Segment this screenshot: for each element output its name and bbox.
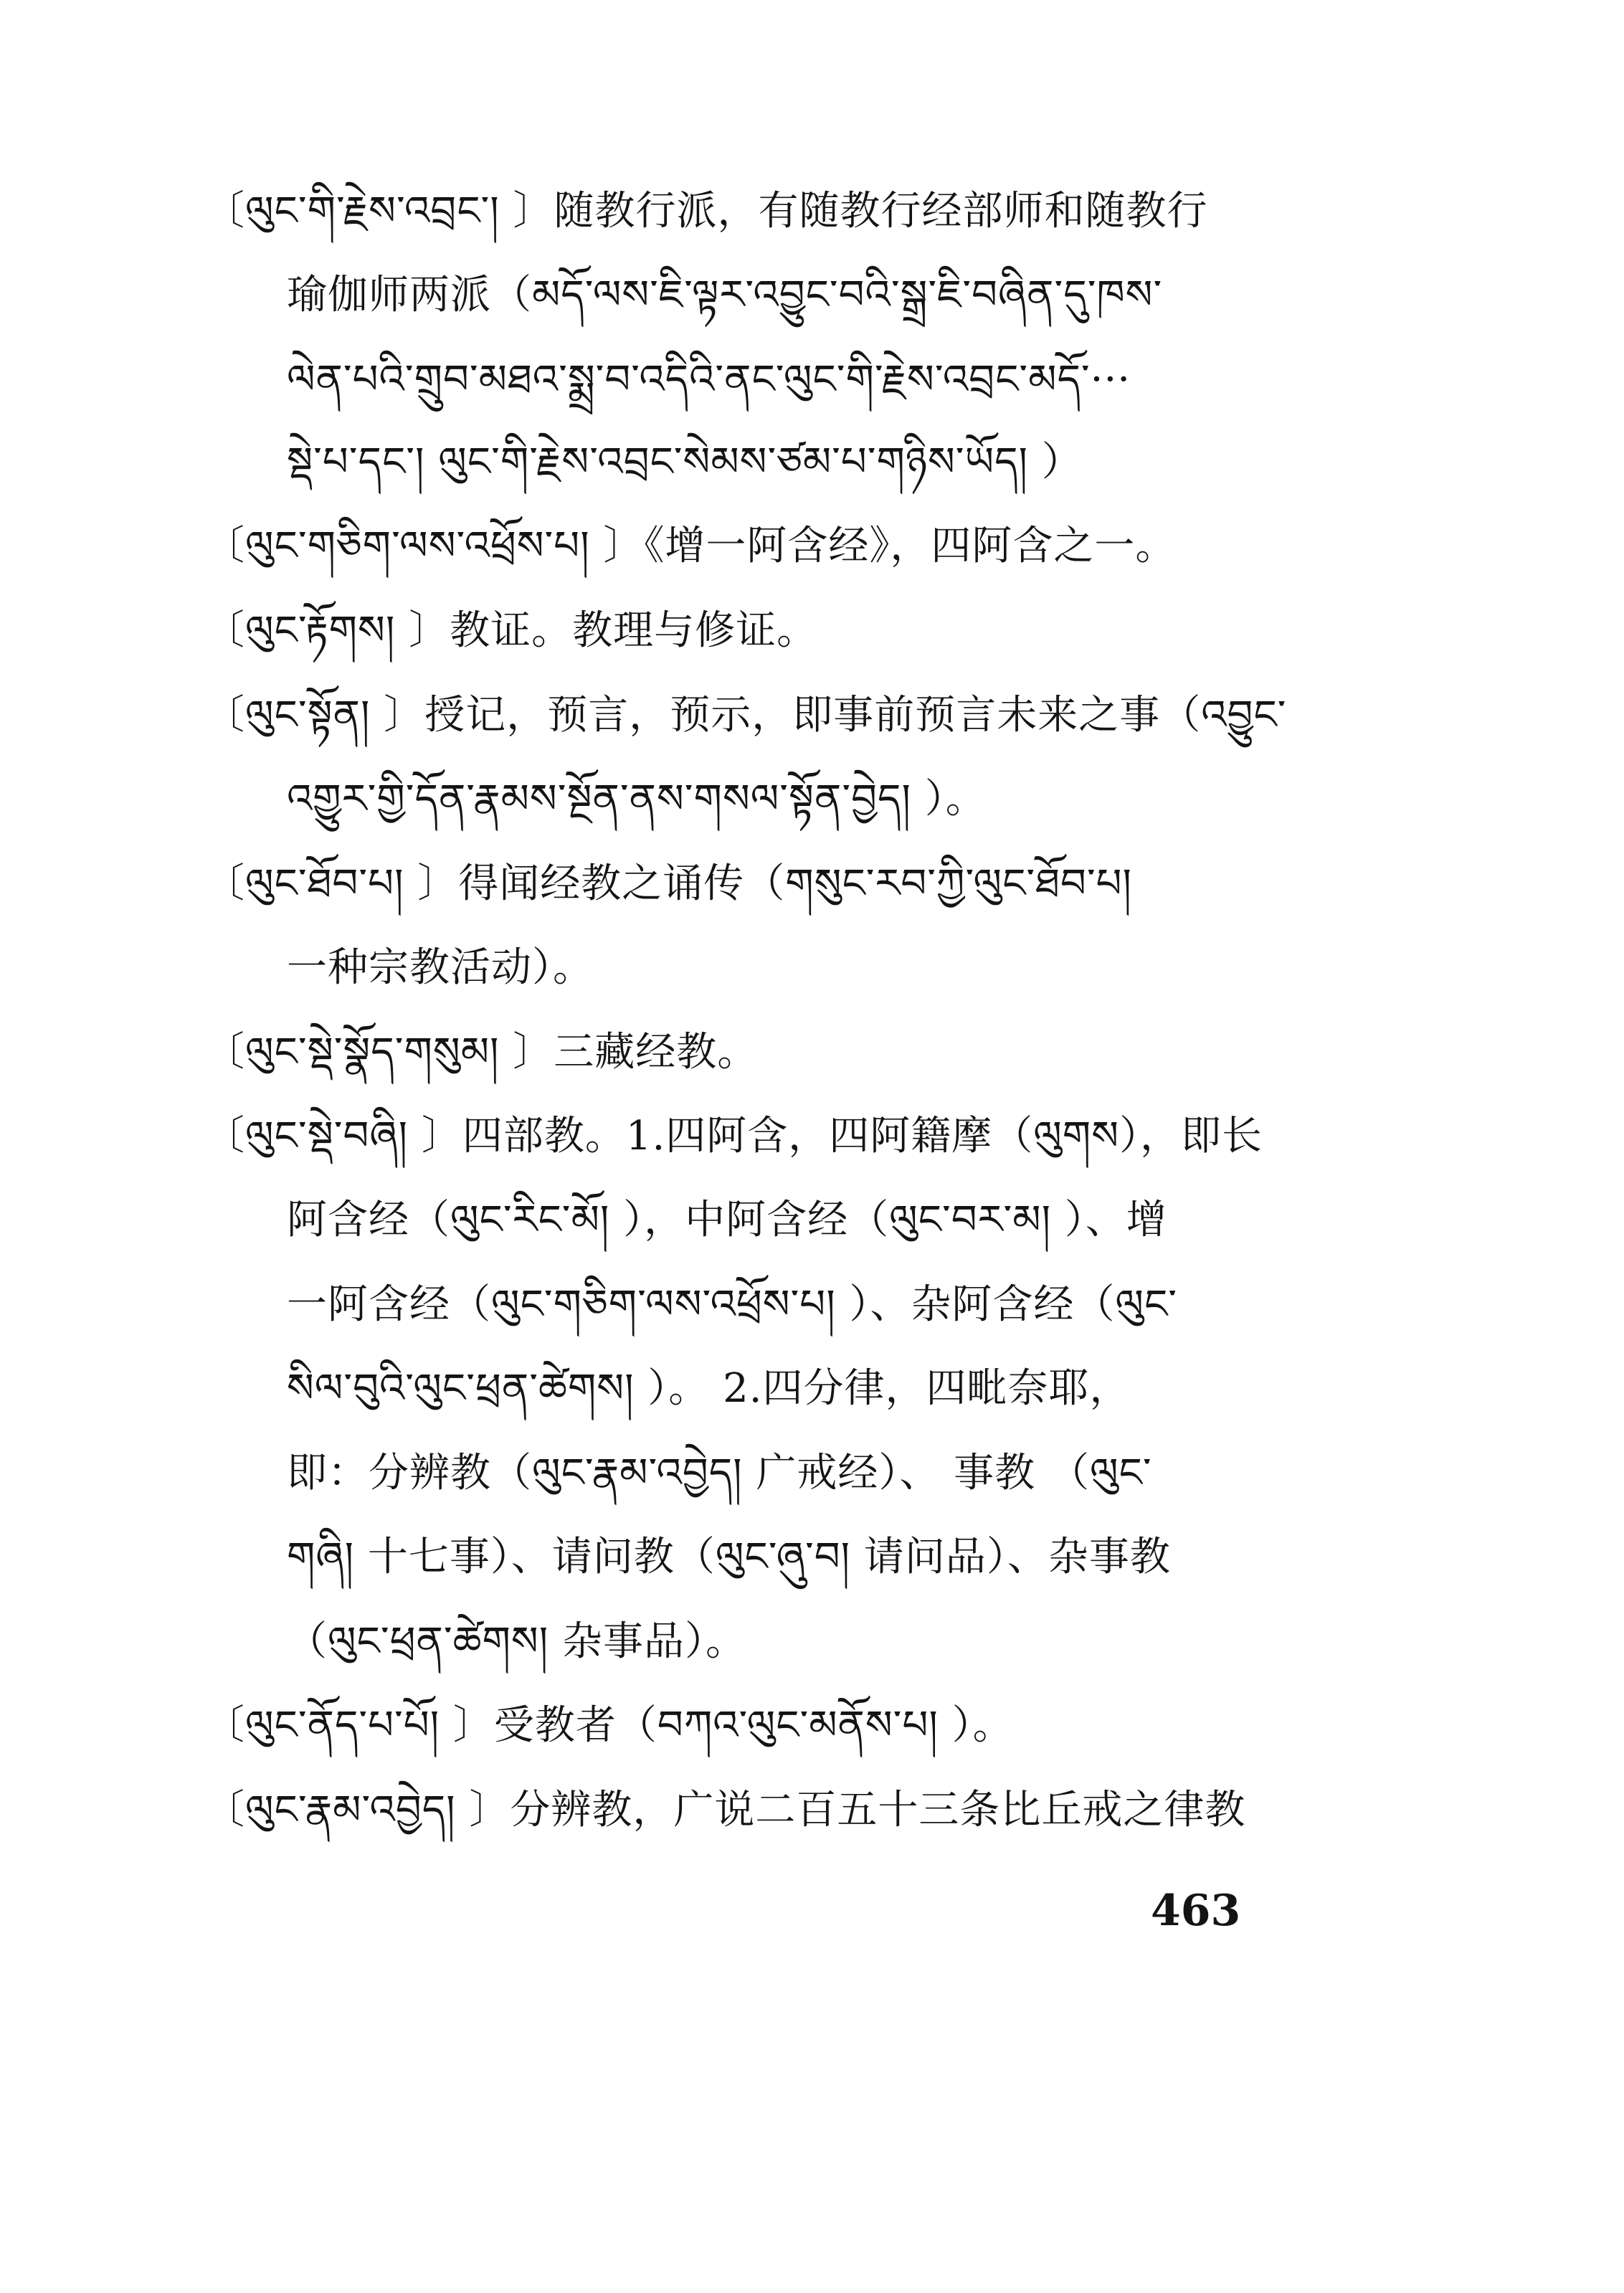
page-number: 463 <box>1151 1886 1241 1936</box>
continuation-line: 一阿含经（ལུང་གཅིག་ལས་འཕྲོས་པ། ）、杂阿含经（ལུང་ <box>287 1281 1178 1328</box>
entry-line: 〔ལུང་ཐོབ་པ། 〕得闻经教之诵传（གསུང་རབ་ཀྱི་ལུང་ཐོབ་པ། <box>204 860 1132 907</box>
continuation-line: ལེན་པའི་གྲུབ་མཐའ་སྨྲ་བ་འདིའི་ནང་ལུང་གི་རྗེས་འབྲང་མདོ་··· <box>287 356 1131 403</box>
entry-line: 〔ལུང་སྡེ་བཞི། 〕四部教。1.四阿含，四阿籍摩（ལུགས），即长 <box>204 1113 1263 1159</box>
continuation-line: 阿含经（ལུང་རིང་མོ། ），中阿含经（ལུང་བར་མ། ）、增 <box>287 1197 1167 1243</box>
continuation-line: སིལ་བུའི་ལུང་ཕྲན་ཚེགས། ）。 2.四分律，四毗奈耶， <box>287 1365 1131 1412</box>
entry-line: 〔ལུང་སྡེ་སྣོད་གསུམ། 〕三藏经教。 <box>204 1029 759 1076</box>
entry-line: 〔ལུང་གཅིག་ལས་འཕྲོས་པ། 〕《增一阿含经》，四阿含之一。 <box>204 523 1177 569</box>
continuation-line: གཞི། 十七事）、请问教（ལུང་ཞུ་བ། 请问品）、杂事教 <box>287 1534 1171 1580</box>
entry-line: 〔ལུང་གི་རྗེས་འབྲང་། 〕随教行派，有随教行经部师和随教行 <box>204 188 1208 234</box>
continuation-line: 瑜伽师两派（མདོ་ལས་ཇི་ལྟར་འབྱུང་བའི་སྒྲ་ཇི་བཞིན་དུ་ཁས་ <box>287 272 1163 318</box>
continuation-line: འགྱུར་གྱི་དོན་རྣམས་སྔོན་ནས་གསལ་སྟོན་བྱེད། ）。 <box>287 776 987 822</box>
continuation-line: སྡེ་པ་དང་། ལུང་གི་རྗེས་འབྲང་སེམས་ཙམ་པ་གཉིས་ཡོད། ） <box>287 439 1083 485</box>
entry-line: 〔ལུང་རྟོགས། 〕教证。教理与修证。 <box>204 607 818 654</box>
continuation-line: 一种宗教活动）。 <box>287 944 594 991</box>
continuation-line: 即：分辨教（ལུང་རྣམ་འབྱེད། 广戒经）、 事教 （ལུང་ <box>287 1450 1152 1496</box>
continuation-line: （ལུང་ཕྲན་ཚེགས། 杂事品）。 <box>287 1618 746 1665</box>
entry-line: 〔ལུང་རྣམ་འབྱེད། 〕分辨教，广说二百五十三条比丘戒之律教 <box>204 1787 1246 1833</box>
entry-line: 〔ལུང་སྟོན། 〕授记，预言，预示，即事前预言未来之事（འབྱུང་ <box>204 692 1287 739</box>
entry-line: 〔ལུང་ནོད་པ་པོ། 〕受教者（བཀའ་ལུང་མནོས་པ། ）。 <box>204 1702 1014 1749</box>
